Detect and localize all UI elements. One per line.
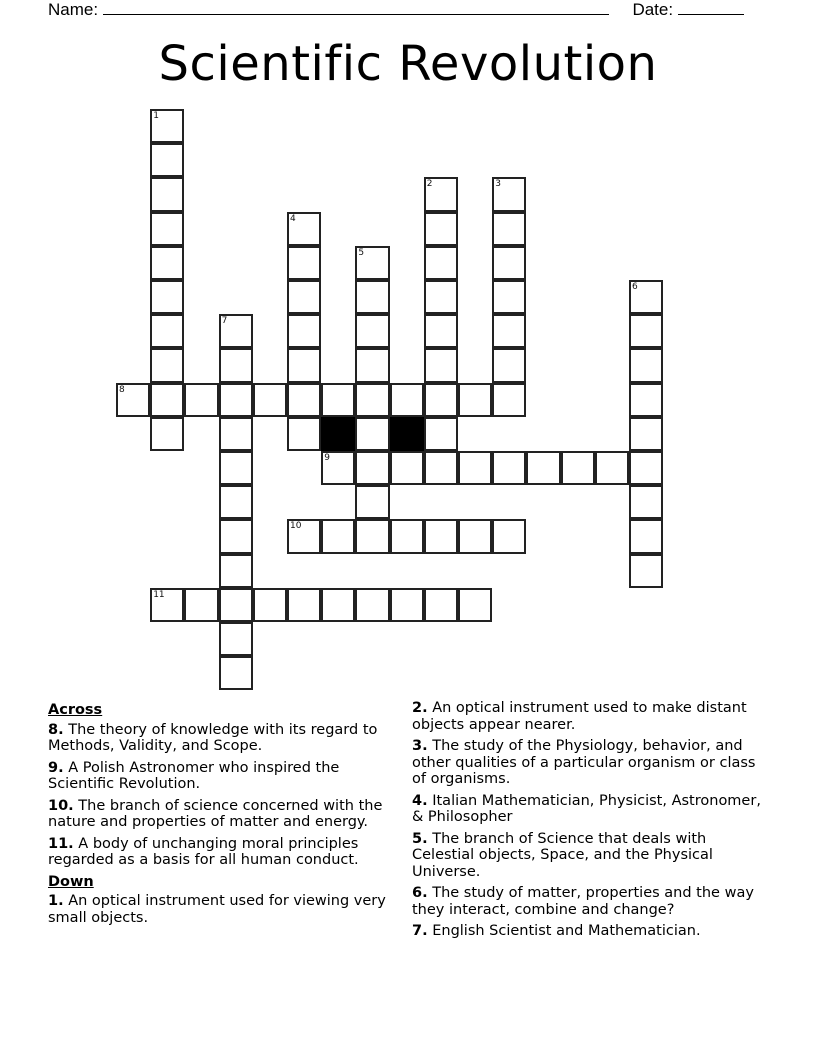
clue-down-5: 5. The branch of Science that deals with Celestial objects, Space, and the Physical Universe. [412, 830, 713, 880]
clue-number: 6 [632, 282, 638, 292]
grid-cell[interactable] [492, 383, 526, 417]
clue-across-9: 9. A Polish Astronomer who inspired the Scientific Revolution. [48, 759, 340, 792]
grid-cell[interactable] [287, 588, 321, 622]
grid-cell[interactable] [492, 246, 526, 280]
grid-cell[interactable] [150, 109, 184, 143]
grid-cell[interactable] [355, 246, 389, 280]
grid-cell[interactable] [219, 622, 253, 656]
grid-cell[interactable] [150, 212, 184, 246]
grid-cell[interactable] [355, 588, 389, 622]
grid-cell[interactable] [458, 451, 492, 485]
block-cell [390, 417, 424, 451]
clues-right-column [412, 700, 772, 945]
grid-cell[interactable] [219, 554, 253, 588]
grid-cell[interactable] [355, 485, 389, 519]
clue-down-4: 4. Italian Mathematician, Physicist, Astronomer, & Philosopher [412, 792, 761, 825]
grid-cell[interactable] [424, 280, 458, 314]
grid-cell[interactable] [219, 519, 253, 553]
grid-cell[interactable] [219, 314, 253, 348]
grid-cell[interactable] [492, 519, 526, 553]
grid-cell[interactable] [424, 383, 458, 417]
grid-cell[interactable] [458, 519, 492, 553]
grid-cell[interactable] [595, 451, 629, 485]
grid-cell[interactable] [492, 451, 526, 485]
grid-cell[interactable] [355, 519, 389, 553]
grid-cell[interactable] [424, 451, 458, 485]
grid-cell[interactable] [219, 485, 253, 519]
grid-cell[interactable] [355, 348, 389, 382]
grid-cell[interactable] [526, 451, 560, 485]
grid-cell[interactable] [458, 383, 492, 417]
clue-number: 9 [324, 453, 330, 463]
grid-cell[interactable] [424, 588, 458, 622]
grid-cell[interactable] [287, 212, 321, 246]
clue-down-6: 6. The study of matter, properties and the way they interact, combine and change? [412, 885, 754, 918]
grid-cell[interactable] [424, 348, 458, 382]
block-cell [321, 417, 355, 451]
grid-cell[interactable] [492, 348, 526, 382]
grid-cell[interactable] [424, 177, 458, 211]
grid-cell[interactable] [629, 348, 663, 382]
down-heading: Down [48, 873, 94, 890]
clue-number: 11 [153, 589, 165, 600]
grid-cell[interactable] [424, 212, 458, 246]
grid-cell[interactable] [355, 417, 389, 451]
grid-cell[interactable] [150, 314, 184, 348]
grid-cell[interactable] [219, 348, 253, 382]
grid-cell[interactable] [424, 417, 458, 451]
grid-cell[interactable] [150, 348, 184, 382]
clue-across-10: 10. The branch of science concerned with the nature and properties of matter and energy. [48, 797, 383, 830]
grid-cell[interactable] [150, 246, 184, 280]
grid-cell[interactable] [150, 143, 184, 177]
grid-cell[interactable] [629, 451, 663, 485]
grid-cell[interactable] [458, 588, 492, 622]
grid-cell[interactable] [321, 383, 355, 417]
clue-number: 8 [119, 384, 125, 395]
clue-number: 10 [290, 521, 302, 532]
grid-cell[interactable] [150, 177, 184, 211]
clue-number: 3 [495, 179, 501, 190]
grid-cell[interactable] [219, 588, 253, 622]
grid-cell[interactable] [287, 417, 321, 451]
grid-cell[interactable] [629, 280, 663, 314]
grid-cell[interactable] [561, 451, 595, 485]
grid-cell[interactable] [355, 314, 389, 348]
grid-cell[interactable] [355, 451, 389, 485]
grid-cell[interactable] [629, 314, 663, 348]
date-label: Date: [632, 0, 674, 19]
grid-cell[interactable] [355, 383, 389, 417]
clue-number: 7 [221, 316, 228, 327]
grid-cell[interactable] [390, 519, 424, 553]
grid-cell[interactable] [219, 451, 253, 485]
grid-cell[interactable] [629, 485, 663, 519]
clue-across-8: 8. The theory of knowledge with its regard to Methods, Validity, and Scope. [48, 721, 378, 754]
clue-down-7: 7. English Scientist and Mathematician. [412, 923, 701, 939]
grid-cell[interactable] [492, 212, 526, 246]
clue-across-11: 11. A body of unchanging moral principles regarded as a basis for all human conduct. [48, 835, 359, 868]
grid-cell[interactable] [321, 451, 355, 485]
grid-cell[interactable] [150, 280, 184, 314]
clue-number: 2 [426, 179, 433, 190]
grid-cell[interactable] [355, 280, 389, 314]
grid-cell[interactable] [150, 383, 184, 417]
grid-cell[interactable] [629, 383, 663, 417]
grid-cell[interactable] [219, 417, 253, 451]
grid-cell[interactable] [287, 383, 321, 417]
grid-cell[interactable] [390, 588, 424, 622]
grid-cell[interactable] [150, 417, 184, 451]
clue-number: 4 [290, 213, 296, 224]
grid-cell[interactable] [287, 348, 321, 382]
grid-cell[interactable] [287, 280, 321, 314]
grid-cell[interactable] [253, 588, 287, 622]
grid-cell[interactable] [150, 588, 184, 622]
grid-cell[interactable] [219, 383, 253, 417]
grid-cell[interactable] [287, 314, 321, 348]
grid-cell[interactable] [424, 314, 458, 348]
grid-cell[interactable] [184, 588, 218, 622]
grid-cell[interactable] [287, 246, 321, 280]
grid-cell[interactable] [219, 656, 253, 690]
clue-number: 5 [358, 247, 365, 258]
clue-number: 1 [153, 111, 159, 121]
grid-cell[interactable] [390, 383, 424, 417]
name-label: Name: [48, 0, 99, 19]
clue-down-3: 3. The study of the Physiology, behavior, and other qualities of a particular organism or class of organisms. [412, 738, 756, 787]
clue-down-1: 1. An optical instrument used for viewing very small objects. [48, 893, 386, 926]
grid-cell[interactable] [184, 383, 218, 417]
grid-cell[interactable] [253, 383, 287, 417]
grid-cell[interactable] [629, 417, 663, 451]
across-heading: Across [48, 702, 103, 718]
grid-cell[interactable] [424, 246, 458, 280]
grid-cell[interactable] [629, 519, 663, 553]
grid-cell[interactable] [287, 519, 321, 553]
grid-cell[interactable] [492, 280, 526, 314]
grid-cell[interactable] [492, 314, 526, 348]
clues-left-column [48, 700, 388, 931]
grid-cell[interactable] [390, 451, 424, 485]
grid-cell[interactable] [321, 588, 355, 622]
grid-cell[interactable] [321, 519, 355, 553]
clue-down-2: 2. An optical instrument used to make distant objects appear nearer. [412, 700, 747, 733]
grid-cell[interactable] [116, 383, 150, 417]
grid-cell[interactable] [492, 177, 526, 211]
page-title: Scientific Revolution [158, 36, 658, 92]
grid-cell[interactable] [424, 519, 458, 553]
grid-cell[interactable] [629, 554, 663, 588]
